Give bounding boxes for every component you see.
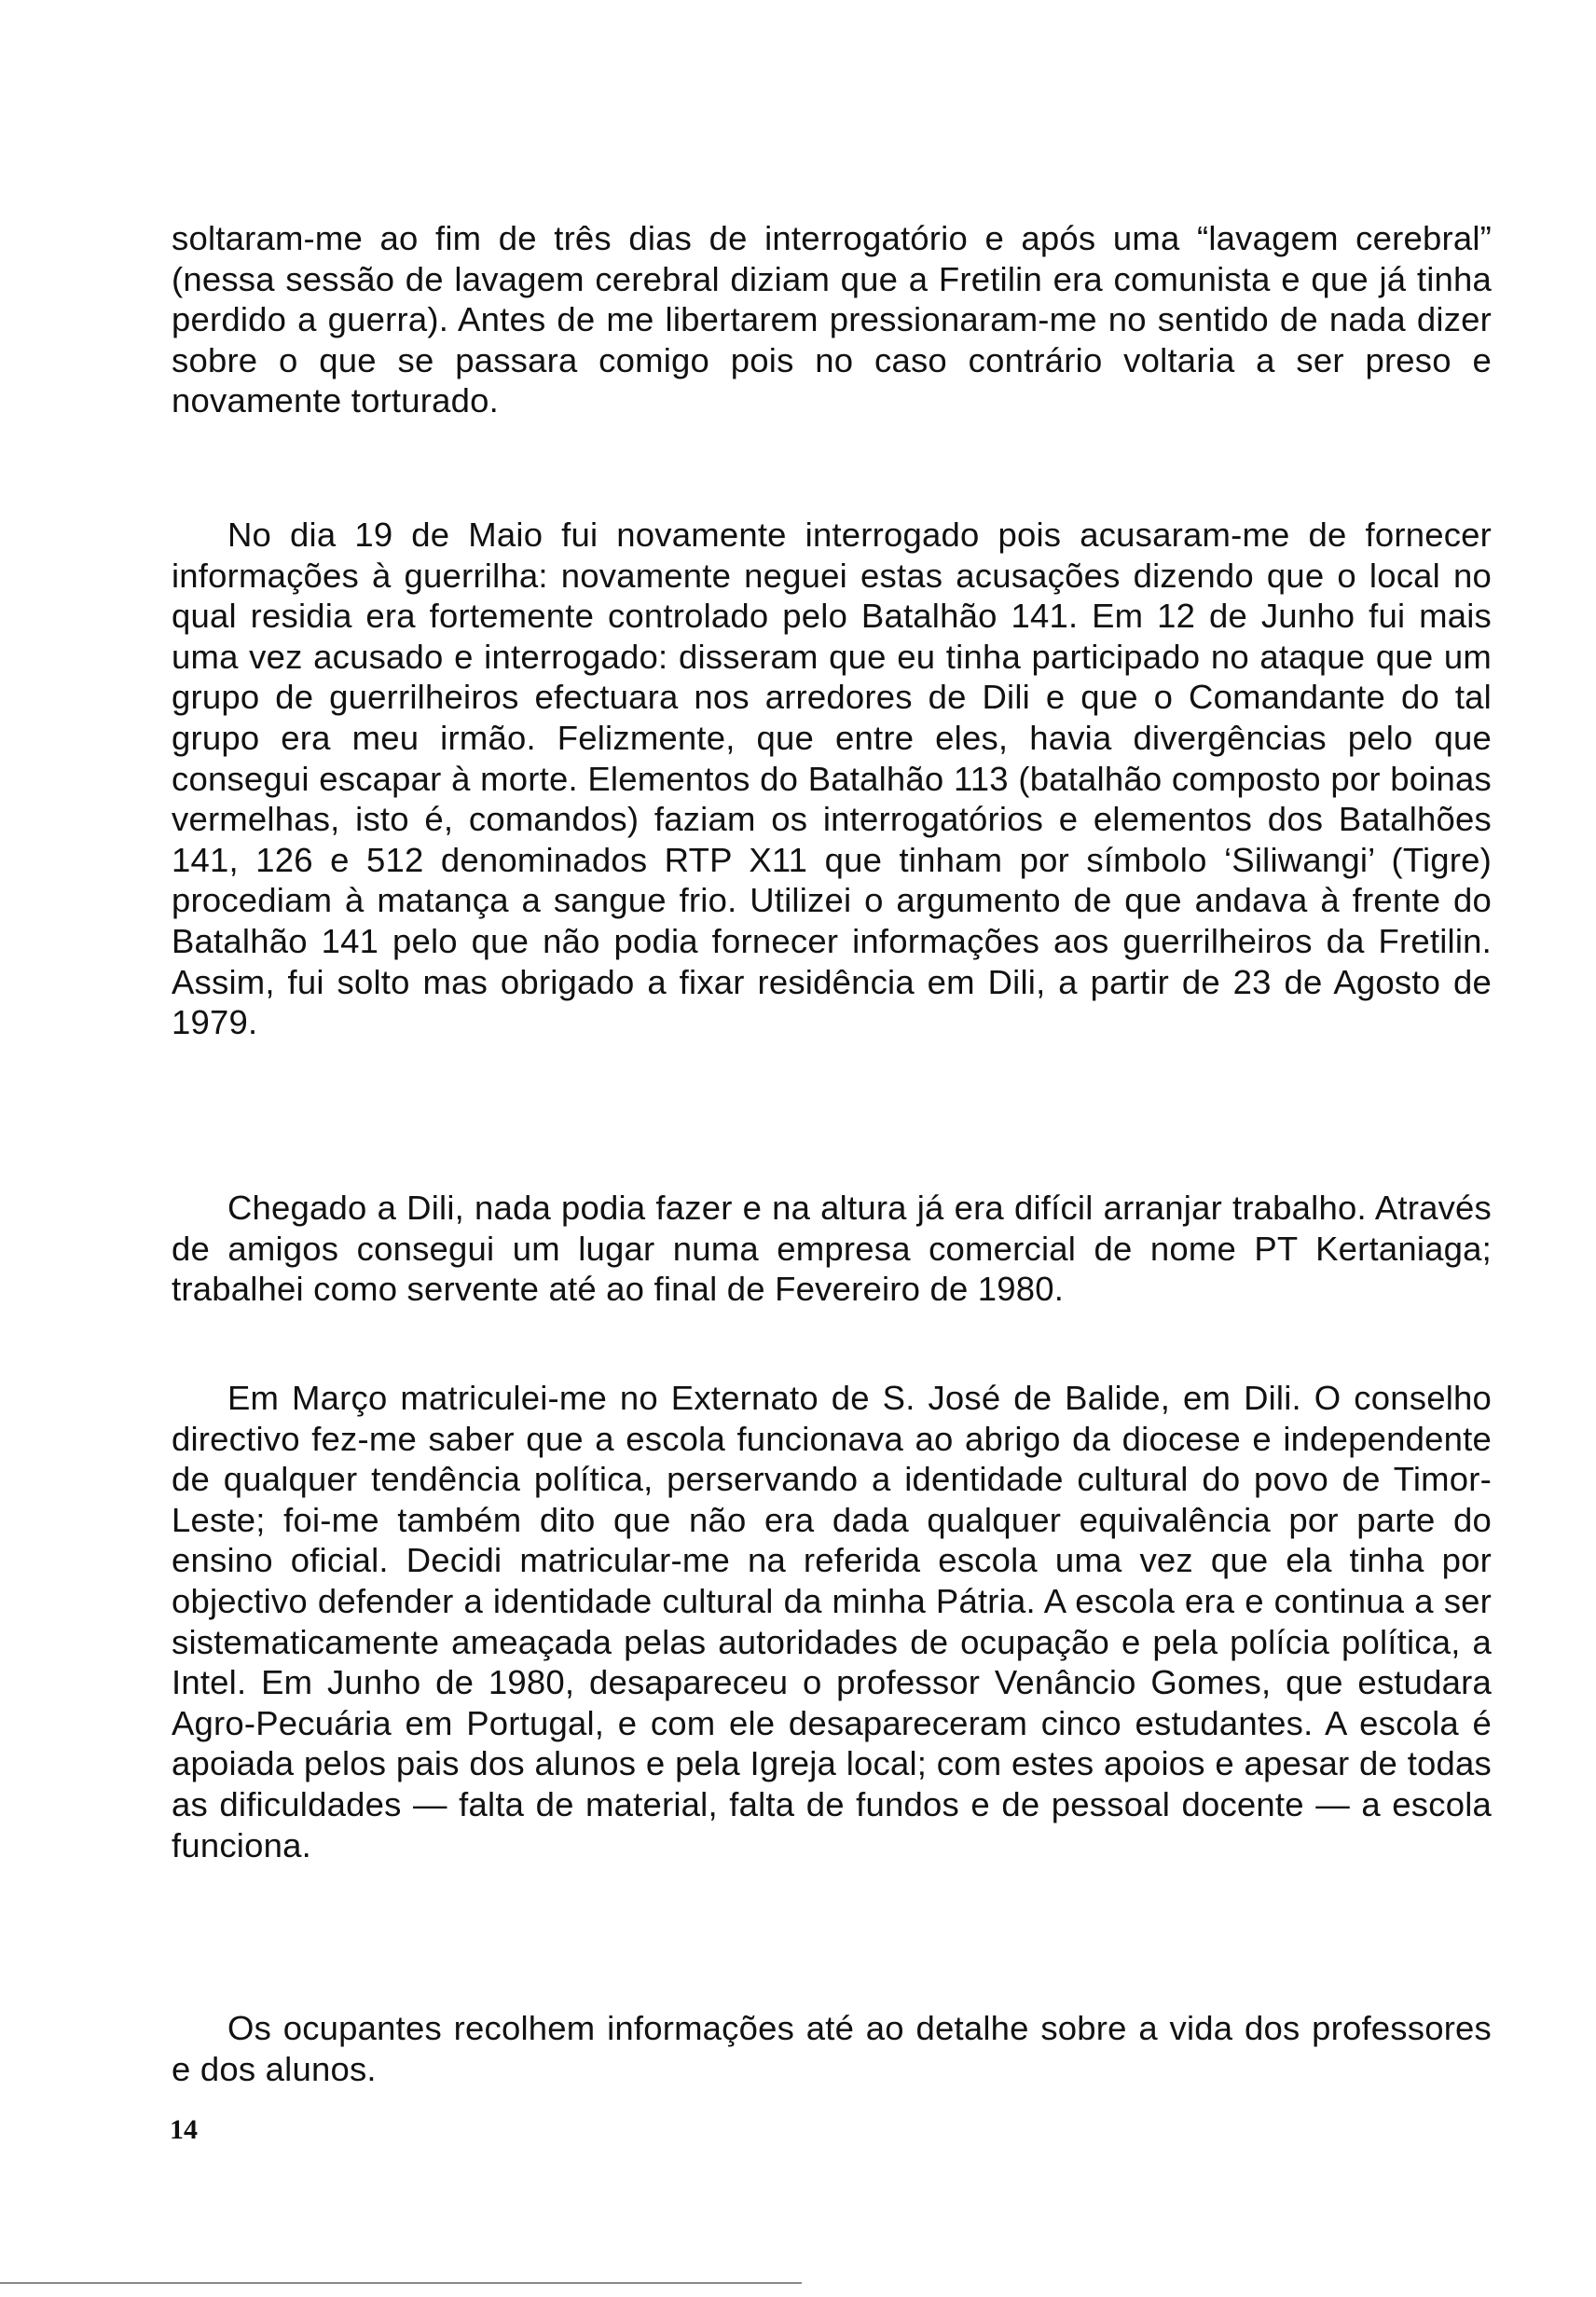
- scan-edge-line: [0, 2282, 802, 2284]
- paragraph-occupants: Os ocupantes recolhem informações até ao detalhe sobre a vida dos professores e dos alunos.: [172, 2009, 1492, 2088]
- paragraph-arrival-dili: Chegado a Dili, nada podia fazer e na altura já era difícil arranjar trabalho. Através de amigos consegui um lugar numa empresa comercial de nome PT Kertaniaga; trabalhei como servente até ao final de Fevereiro de 1980.: [172, 1189, 1492, 1309]
- page-number: 14: [170, 2114, 198, 2145]
- paragraph-continuation: soltaram-me ao fim de três dias de interrogatório e após uma “lavagem cerebral” (nessa sessão de lavagem cerebral diziam que a Fretilin era comunista e que já tinha perdido a guerra). Antes de me libertarem pressionaram-me no sentido de nada dizer sobre o que se passara comigo pois no caso contrário voltaria a ser preso e novamente torturado.: [172, 219, 1492, 420]
- paragraph-interrogation: No dia 19 de Maio fui novamente interrogado pois acusaram-me de fornecer informações à guerrilha: novamente neguei estas acusações dizendo que o local no qual residia era fortemente controlado pelo Batalhão 141. Em 12 de Junho fui mais uma vez acusado e interrogado: disseram que eu tinha participado no ataque que um grupo de guerrilheiros efectuara nos arredores de Dili e que o Comandante do tal grupo era meu irmão. Felizmente, que entre eles, havia divergências pelo que consegui escapar à morte. Elementos do Batalhão 113 (batalhão composto por boinas vermelhas, isto é, comandos) faziam os interrogatórios e elementos dos Batalhões 141, 126 e 512 denominados RTP X11 que tinham por símbolo ‘Siliwangi’ (Tigre) procediam à matança a sangue frio. Utilizei o argumento de que andava à frente do Batalhão 141 pelo que não podia fornecer informações aos guerrilheiros da Fretilin. Assim, fui solto mas obrigado a fixar residência em Dili, a partir de 23 de Agosto de 1979.: [172, 516, 1492, 1042]
- paragraph-school: Em Março matriculei-me no Externato de S. José de Balide, em Dili. O conselho directivo fez-me saber que a escola funcionava ao abrigo da diocese e independente de qualquer tendência política, perservando a identidade cultural do povo de Timor-Leste; foi-me também dito que não era dada qualquer equivalência por parte do ensino oficial. Decidi matricular-me na referida escola uma vez que ela tinha por objectivo defender a identidade cultural da minha Pátria. A escola era e continua a ser sistematicamente ameaçada pelas autoridades de ocupação e pela polícia política, a Intel. Em Junho de 1980, desapareceu o professor Venâncio Gomes, que estudara Agro-Pecuária em Portugal, e com ele desapareceram cinco estudantes. A escola é apoiada pelos pais dos alunos e pela Igreja local; com estes apoios e apesar de todas as dificuldades — falta de material, falta de fundos e de pessoal docente — a escola funciona.: [172, 1379, 1492, 1864]
